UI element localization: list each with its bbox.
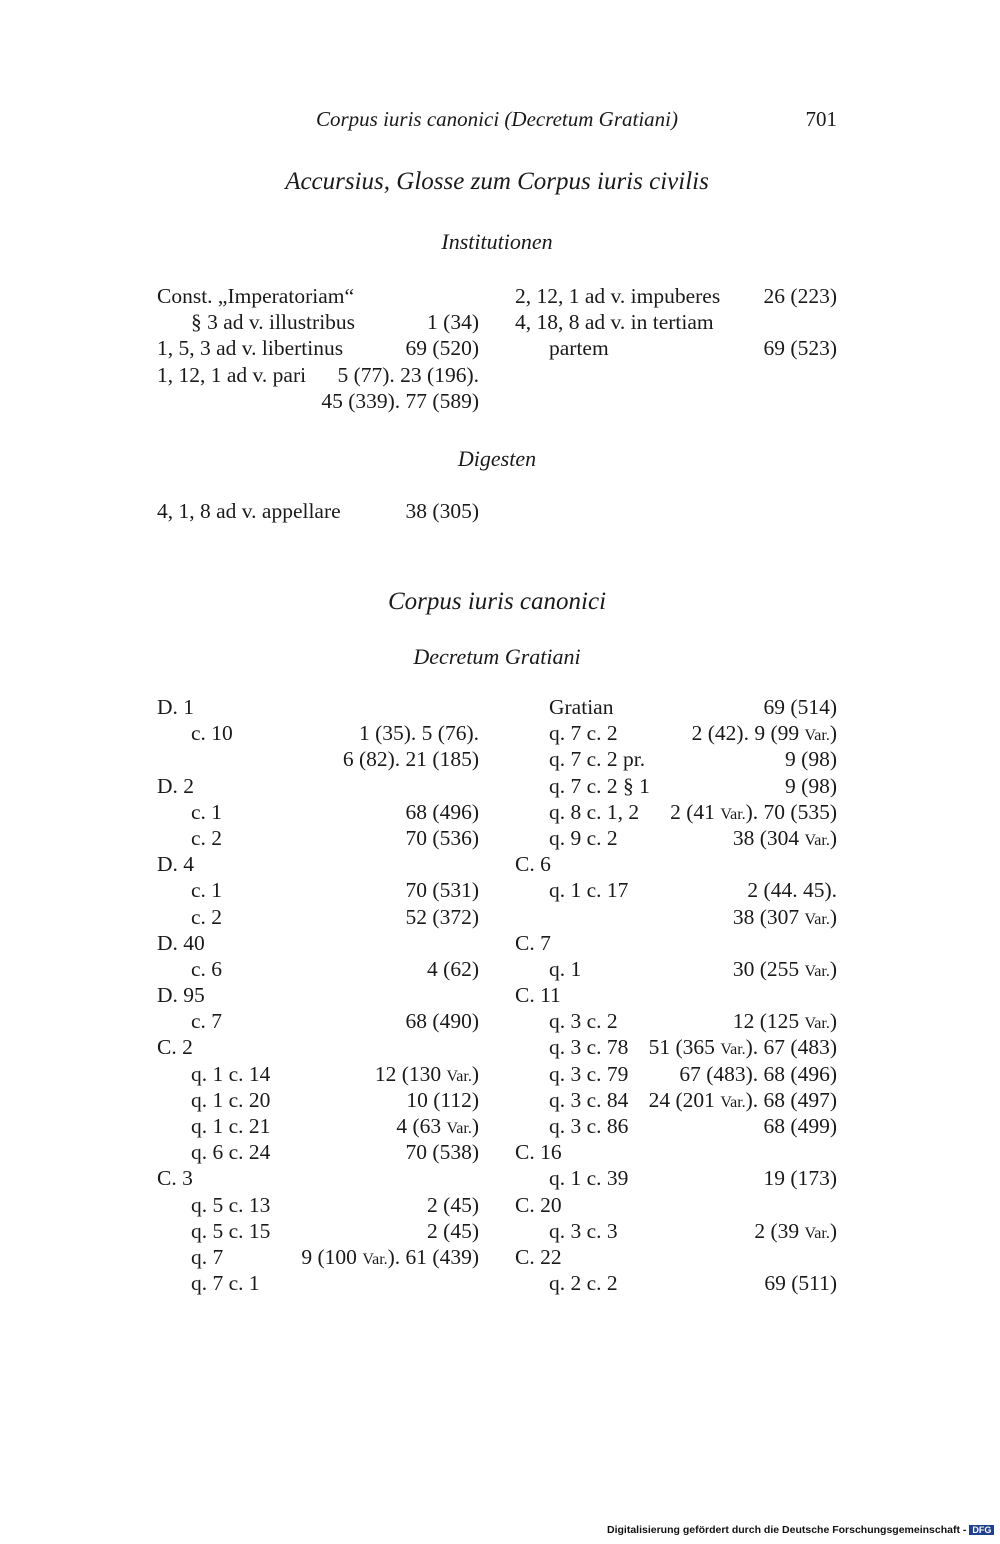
index-entry (157, 309, 479, 335)
entry-pages: 45 (339). 77 (589) (321, 388, 479, 413)
entry-reference: c. 2 (191, 825, 223, 850)
index-entry (515, 335, 837, 361)
entry-reference: D. 4 (157, 852, 195, 877)
entry-pages: 4 (63 Var.) (396, 1114, 479, 1138)
entry-reference: c. 1 (191, 799, 223, 824)
index-entry (515, 1087, 837, 1113)
entry-reference: c. 7 (191, 1009, 223, 1034)
entry-reference: q. 8 c. 1, 2 (549, 799, 640, 824)
index-entry (157, 1270, 479, 1296)
entry-pages: 30 (255 Var.) (732, 956, 837, 981)
entry-reference: C. 2 (157, 1035, 193, 1060)
entry-reference: c. 10 (191, 721, 233, 746)
entry-pages: 6 (82). 21 (185) (342, 747, 479, 772)
index-entry (157, 746, 479, 772)
entry-pages: 10 (112) (406, 1087, 479, 1112)
entry-reference: q. 1 c. 14 (191, 1061, 271, 1086)
subheading-decretum-gratiani: Decretum Gratiani (413, 644, 581, 669)
decretum-left-column (157, 694, 479, 1296)
entry-reference: q. 7 c. 1 (191, 1271, 260, 1296)
entry-pages: 1 (35). 5 (76). (358, 721, 479, 746)
index-entry (157, 1008, 479, 1034)
entry-reference: q. 1 (549, 956, 582, 981)
index-entry (515, 825, 837, 851)
section-heading-corpus-iuris-canonici: Corpus iuris canonici (387, 588, 607, 615)
entry-reference: 1, 5, 3 ad v. libertinus (157, 336, 344, 361)
index-entry (515, 1139, 837, 1165)
index-entry (515, 773, 837, 799)
index-entry (157, 1218, 479, 1244)
entry-reference: c. 6 (191, 956, 223, 981)
index-entry (515, 930, 837, 956)
index-entry (515, 851, 837, 877)
entry-pages: 5 (77). 23 (196). (337, 362, 479, 387)
index-entry (515, 799, 837, 825)
entry-pages: 2 (45) (427, 1218, 479, 1243)
index-entry (157, 1087, 479, 1113)
entry-reference: q. 9 c. 2 (549, 825, 618, 850)
entry-reference: D. 2 (157, 773, 195, 798)
entry-pages: 70 (536) (405, 825, 479, 850)
entry-pages: 2 (42). 9 (99 Var.) (691, 721, 837, 746)
entry-pages: 67 (483). 68 (496) (679, 1061, 837, 1086)
entry-reference: C. 6 (515, 852, 551, 877)
entry-pages: 2 (44. 45). (747, 878, 837, 903)
entry-pages: 24 (201 Var.). 68 (497) (648, 1087, 837, 1112)
entry-reference: D. 1 (157, 695, 195, 719)
subheading-digesten: Digesten (457, 446, 537, 471)
index-entry (515, 1034, 837, 1060)
index-entry (157, 1244, 479, 1270)
decretum-right-column (515, 694, 837, 1296)
institutionen-left-column (157, 283, 479, 414)
index-entry (157, 1061, 479, 1087)
page-number: 701 (805, 107, 837, 131)
index-entry (515, 956, 837, 982)
entry-reference: § 3 ad v. illustribus (191, 310, 356, 335)
entry-pages: 68 (496) (405, 799, 479, 824)
entry-pages: 38 (307 Var.) (732, 904, 837, 929)
entry-pages: 12 (130 Var.) (374, 1061, 479, 1086)
index-entry (515, 309, 837, 335)
index-entry (157, 283, 479, 309)
index-entry (515, 1244, 837, 1270)
index-entry (157, 498, 479, 524)
index-entry (515, 877, 837, 903)
entry-pages: 68 (490) (405, 1009, 479, 1034)
entry-reference: q. 1 c. 21 (191, 1114, 271, 1138)
entry-reference: q. 7 c. 2 § 1 (549, 773, 650, 798)
entry-reference: c. 1 (191, 878, 223, 903)
index-entry (157, 694, 479, 720)
entry-reference: q. 1 c. 17 (549, 878, 629, 903)
entry-reference: q. 5 c. 15 (191, 1218, 271, 1243)
entry-reference: q. 1 c. 39 (549, 1166, 629, 1191)
entry-reference: C. 7 (515, 930, 551, 955)
index-entry (157, 1034, 479, 1060)
entry-pages: 69 (523) (763, 336, 837, 361)
entry-pages: 19 (173) (763, 1166, 837, 1191)
index-entry (157, 1165, 479, 1191)
entry-reference: q. 6 c. 24 (191, 1140, 271, 1165)
entry-pages: 70 (538) (405, 1140, 479, 1165)
entry-reference: q. 3 c. 79 (549, 1061, 629, 1086)
index-entry (515, 1218, 837, 1244)
entry-reference: q. 5 c. 13 (191, 1192, 271, 1217)
entry-pages: 38 (305) (405, 499, 479, 523)
subheading-institutionen: Institutionen (441, 229, 553, 254)
entry-pages: 38 (304 Var.) (732, 825, 837, 850)
entry-reference: D. 40 (157, 930, 205, 955)
institutionen-right-column (515, 283, 837, 362)
digitization-footer (607, 1524, 994, 1536)
entry-pages: 26 (223) (763, 284, 837, 308)
entry-reference: partem (549, 336, 609, 361)
index-entry (157, 825, 479, 851)
index-entry (157, 1139, 479, 1165)
entry-reference: 4, 18, 8 ad v. in tertiam (515, 310, 714, 335)
index-entry (157, 1113, 479, 1139)
entry-pages: 69 (514) (763, 695, 837, 719)
index-entry (515, 746, 837, 772)
entry-reference: C. 3 (157, 1166, 193, 1191)
entry-pages: 9 (98) (785, 773, 837, 798)
entry-reference: C. 11 (515, 983, 561, 1008)
entry-pages: 9 (100 Var.). 61 (439) (301, 1244, 479, 1269)
entry-reference: 4, 1, 8 ad v. appellare (157, 499, 341, 523)
entry-pages: 2 (41 Var.). 70 (535) (670, 799, 837, 824)
index-entry (515, 1113, 837, 1139)
entry-reference: 2, 12, 1 ad v. impuberes (515, 284, 721, 308)
index-entry (515, 720, 837, 746)
entry-pages: 9 (98) (785, 747, 837, 772)
entry-reference: C. 16 (515, 1140, 562, 1165)
index-entry (515, 1165, 837, 1191)
index-entry (157, 877, 479, 903)
index-entry (157, 851, 479, 877)
entry-reference: c. 2 (191, 904, 223, 929)
index-entry (157, 956, 479, 982)
entry-pages: 69 (511) (764, 1271, 837, 1296)
entry-pages: 12 (125 Var.) (732, 1009, 837, 1034)
index-entry (157, 1192, 479, 1218)
digesten-left-column (157, 498, 479, 524)
index-entry (157, 773, 479, 799)
entry-pages: 69 (520) (405, 336, 479, 361)
entry-pages: 4 (62) (427, 956, 479, 981)
entry-reference: C. 22 (515, 1244, 562, 1269)
footer-text: Digitalisierung gefördert durch die Deutsche Forschungsgemeinschaft - (607, 1524, 967, 1536)
index-entry (515, 904, 837, 930)
entry-reference: C. 20 (515, 1192, 562, 1217)
entry-reference: Gratian (549, 695, 614, 719)
entry-reference: q. 3 c. 78 (549, 1035, 629, 1060)
entry-pages: 2 (39 Var.) (754, 1218, 837, 1243)
entry-reference: q. 7 c. 2 (549, 721, 618, 746)
index-entry (515, 1270, 837, 1296)
index-entry (157, 799, 479, 825)
index-entry (515, 982, 837, 1008)
entry-reference: q. 3 c. 84 (549, 1087, 629, 1112)
index-entry (157, 388, 479, 414)
index-entry (157, 362, 479, 388)
index-entry (157, 720, 479, 746)
entry-reference: q. 7 c. 2 pr. (549, 747, 646, 772)
index-entry (157, 930, 479, 956)
entry-pages: 51 (365 Var.). 67 (483) (648, 1035, 837, 1060)
entry-reference: q. 2 c. 2 (549, 1271, 618, 1296)
running-head (157, 107, 837, 137)
index-entry (515, 1061, 837, 1087)
entry-reference: q. 3 c. 2 (549, 1009, 618, 1034)
entry-pages: 1 (34) (427, 310, 479, 335)
entry-reference: q. 7 (191, 1244, 224, 1269)
index-entry (515, 694, 837, 720)
entry-pages: 52 (372) (405, 904, 479, 929)
entry-reference: q. 1 c. 20 (191, 1087, 271, 1112)
index-entry (515, 1008, 837, 1034)
entry-reference: q. 3 c. 86 (549, 1114, 629, 1138)
entry-reference: D. 95 (157, 983, 205, 1008)
index-entry (515, 1192, 837, 1218)
entry-reference: q. 3 c. 3 (549, 1218, 618, 1243)
entry-reference: 1, 12, 1 ad v. pari (157, 362, 307, 387)
index-entry (157, 335, 479, 361)
running-title: Corpus iuris canonici (Decretum Gratiani) (315, 107, 679, 131)
index-entry (515, 283, 837, 309)
dfg-logo: DFG (969, 1525, 994, 1535)
entry-pages: 70 (531) (405, 878, 479, 903)
entry-reference: Const. „Imperatoriam“ (157, 284, 355, 308)
entry-pages: 2 (45) (427, 1192, 479, 1217)
entry-pages: 68 (499) (763, 1114, 837, 1138)
index-entry (157, 904, 479, 930)
section-heading-accursius: Accursius, Glosse zum Corpus iuris civilis (285, 168, 709, 195)
index-entry (157, 982, 479, 1008)
